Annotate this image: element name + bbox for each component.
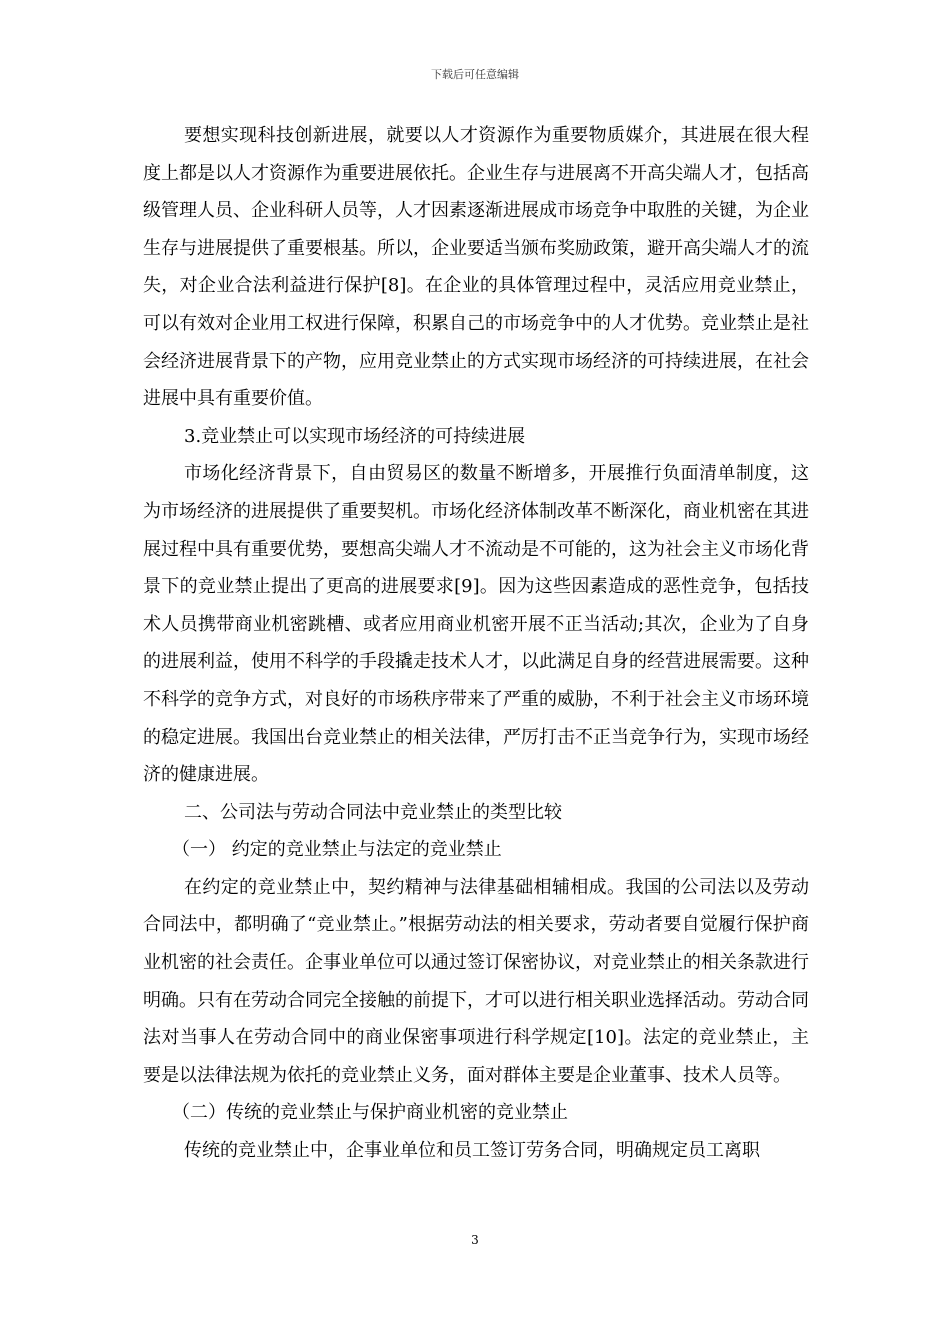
- page-header: 下载后可任意编辑: [431, 68, 519, 81]
- page-number: 3: [471, 1233, 479, 1247]
- paragraph: 传统的竞业禁止中，企事业单位和员工签订劳务合同，明确规定员工离职: [184, 1140, 760, 1162]
- paragraph: 在约定的竞业禁止中，契约精神与法律基础相辅相成。我国的公司法以及劳动合同法中，都明确了“竞业禁止。”根据劳动法的相关要求，劳动者要自觉履行保护商业机密的社会责任。企事业单位可以通过签订保密协议，对竞业禁止的相关条款进行明确。只有在劳动合同完全接触的前提下，才可以进行相关职业选择活动。劳动合同法对当事人在劳动合同中的商业保密事项进行科学规定[10]。法定的竞业禁止，主要是以法律法规为依托的竞业禁止义务，面对群体主要是企业董事、技术人员等。: [143, 876, 809, 1086]
- subsection-heading: （一） 约定的竞业禁止与法定的竞业禁止: [172, 839, 502, 861]
- section-heading: 二、公司法与劳动合同法中竞业禁止的类型比较: [184, 801, 562, 823]
- document-body: [143, 117, 809, 1170]
- paragraph: 要想实现科技创新进展，就要以人才资源作为重要物质媒介，其进展在很大程度上都是以人才资源作为重要进展依托。企业生存与进展离不开高尖端人才，包括高级管理人员、企业科研人员等，人才因素逐渐进展成市场竞争中取胜的关键，为企业生存与进展提供了重要根基。所以，企业要适当颁布奖励政策，避开高尖端人才的流失，对企业合法利益进行保护[8]。在企业的具体管理过程中，灵活应用竞业禁止，可以有效对企业用工权进行保障，积累自己的市场竞争中的人才优势。竞业禁止是社会经济进展背景下的产物，应用竞业禁止的方式实现市场经济的可持续进展，在社会进展中具有重要价值。: [143, 125, 809, 410]
- paragraph: 市场化经济背景下，自由贸易区的数量不断增多，开展推行负面清单制度，这为市场经济的进展提供了重要契机。市场化经济体制改革不断深化，商业机密在其进展过程中具有重要优势，要想高尖端人才不流动是不可能的，这为社会主义市场化背景下的竞业禁止提出了更高的进展要求[9]。因为这些因素造成的恶性竞争，包括技术人员携带商业机密跳槽、或者应用商业机密开展不正当活动;其次，企业为了自身的进展利益，使用不科学的手段撬走技术人才，以此满足自身的经营进展需要。这种不科学的竞争方式，对良好的市场秩序带来了严重的威胁，不利于社会主义市场环境的稳定进展。我国出台竞业禁止的相关法律，严厉打击不正当竞争行为，实现市场经济的健康进展。: [143, 463, 809, 786]
- subsection-heading: （二）传统的竞业禁止与保护商业机密的竞业禁止: [172, 1102, 568, 1124]
- section-heading: 3.竞业禁止可以实现市场经济的可持续进展: [184, 425, 526, 447]
